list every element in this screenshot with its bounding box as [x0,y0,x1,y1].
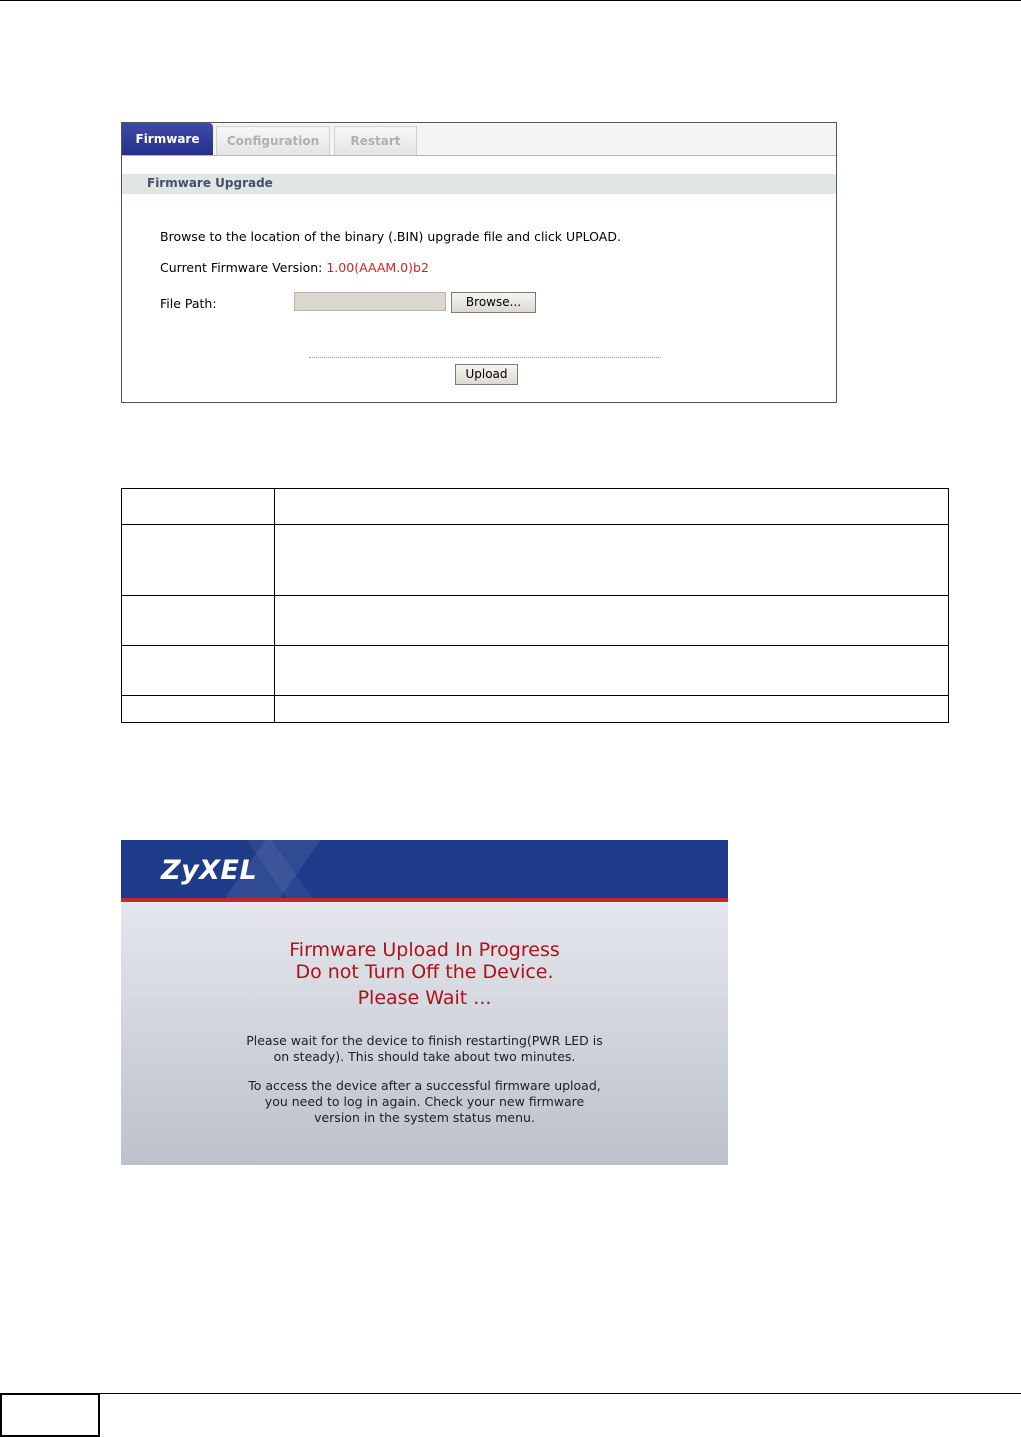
file-path-label: File Path: [160,296,217,311]
section-title: Firmware Upgrade [147,176,273,190]
tab-firmware[interactable]: Firmware [122,123,213,155]
table-header-row [122,489,948,525]
tab-restart[interactable]: Restart [334,126,417,155]
relogin-note-line: you need to log in again. Check your new firmware [264,1094,585,1109]
firmware-upgrade-panel [121,122,837,403]
current-version-label: Current Firmware Version: [160,260,323,275]
footer-rule [100,1393,1021,1394]
restart-note-line: Please wait for the device to finish restarting(PWR LED is [246,1033,603,1048]
upload-instruction: Browse to the location of the binary (.BIN) upgrade file and click UPLOAD. [160,229,621,244]
tab-bar [122,123,836,156]
separator [309,357,661,358]
current-version-value: 1.00(AAAM.0)b2 [326,260,429,275]
zyxel-logo: ZyXEL [161,855,258,886]
current-version-row [160,260,429,275]
relogin-note-line: version in the system status menu. [314,1110,535,1125]
column-divider [274,489,275,722]
table-row [122,646,948,696]
header-accent-rule [121,898,728,902]
upload-progress-screen [121,840,728,1165]
relogin-note-line: To access the device after a successful firmware upload, [248,1078,601,1093]
tab-configuration[interactable]: Configuration [216,126,330,155]
progress-line-2: Do not Turn Off the Device. [295,961,554,983]
progress-line-3: Please Wait ... [357,987,492,1009]
section-header [122,174,836,194]
table-row [122,525,948,596]
page-number-box [0,1393,100,1437]
page-top-rule [0,0,1021,1]
field-description-table [121,488,949,723]
restart-note-line: on steady). This should take about two minutes. [273,1049,576,1064]
file-path-input[interactable] [294,292,446,311]
relogin-note [121,1078,728,1126]
browse-button[interactable]: Browse... [451,292,536,313]
restart-note [121,1033,728,1065]
table-row [122,596,948,646]
upload-button[interactable]: Upload [455,364,518,385]
progress-alert [121,939,728,1009]
table-row [122,696,948,722]
progress-line-1: Firmware Upload In Progress [289,939,560,961]
brand-header [121,840,728,898]
